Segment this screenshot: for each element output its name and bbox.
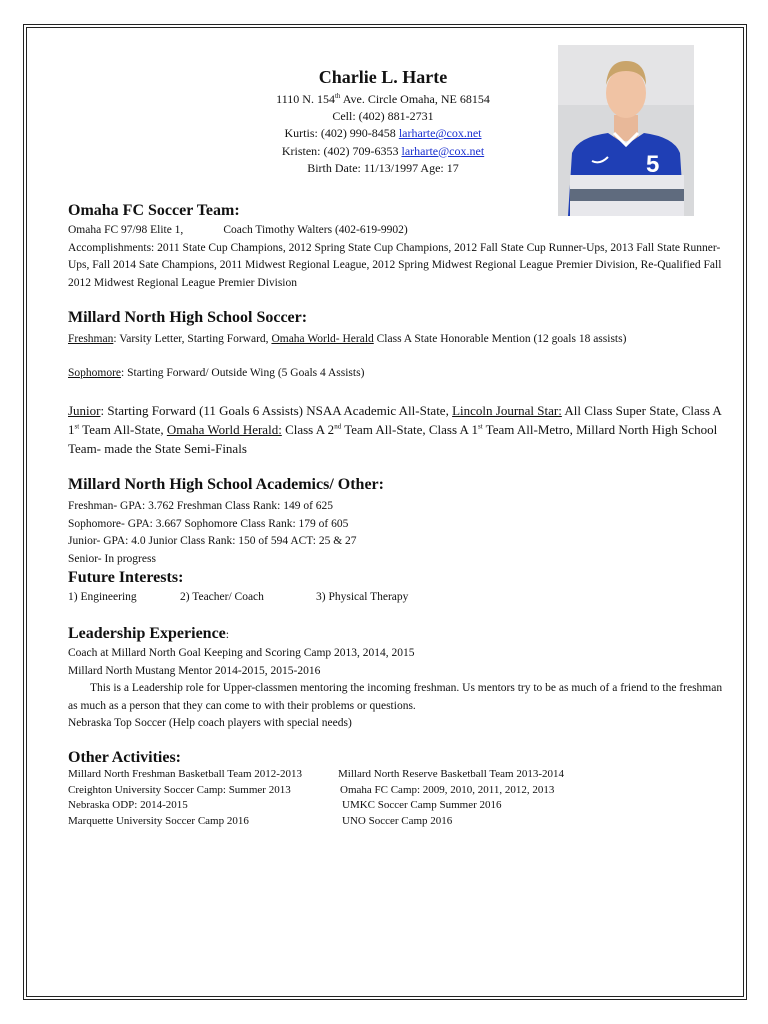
activity-item: Millard North Reserve Basketball Team 2013-2014 <box>338 768 565 780</box>
academics-list <box>68 498 728 568</box>
academics-line: Junior- GPA: 4.0 Junior Class Rank: 150 of 594 ACT: 25 & 27 <box>68 535 357 548</box>
activity-item: Millard North Freshman Basketball Team 2012-2013 <box>68 768 302 780</box>
profile-photo <box>558 45 694 216</box>
academics-line: Senior- In progress <box>68 552 156 565</box>
activities-left-column <box>68 767 338 829</box>
activities-right-column <box>338 767 638 829</box>
contact-header <box>200 66 566 177</box>
address: 1110 N. 154th Ave. Circle Omaha, NE 68154 <box>276 92 490 106</box>
hs-soccer-heading: Millard North High School Soccer: <box>68 309 308 326</box>
leadership-section <box>68 645 728 733</box>
future-item: 3) Physical Therapy <box>316 591 409 603</box>
birth-date: Birth Date: 11/13/1997 Age: 17 <box>307 160 459 175</box>
future-item: 2) Teacher/ Coach <box>180 591 264 603</box>
leadership-line: Coach at Millard North Goal Keeping and Scoring Camp 2013, 2014, 2015 <box>68 647 415 659</box>
other-activities-heading: Other Activities: <box>68 749 182 766</box>
kurtis-email-link[interactable]: larharte@cox.net <box>398 126 482 141</box>
accomplishments: Accomplishments: 2011 State Cup Champions, 2012 Spring State Cup Champions, 2012 Fall State Cup Runner-Ups, 2013 Fall State Runner-Ups, Fall 2014 Sate Champions, 2011 Midwest Regional League, 2012 Spring Midwest Regional League Premier Division, Re-Qualified Fall 2012 Midwest Regional League Premier Division <box>68 241 722 289</box>
future-item: 1) Engineering <box>68 591 137 603</box>
activity-item: UMKC Soccer Camp Summer 2016 <box>342 799 502 811</box>
activity-item: Marquette University Soccer Camp 2016 <box>68 814 249 827</box>
academics-line: Sophomore- GPA: 3.667 Sophomore Class Rank: 179 of 605 <box>68 517 349 530</box>
activity-item: UNO Soccer Camp 2016 <box>342 814 453 827</box>
activity-item: Nebraska ODP: 2014-2015 <box>68 799 188 811</box>
activity-item: Omaha FC Camp: 2009, 2010, 2011, 2012, 2013 <box>340 783 555 796</box>
future-interests-heading: Future Interests: <box>68 569 184 586</box>
academics-line: Freshman- GPA: 3.762 Freshman Class Rank: 149 of 625 <box>68 500 334 512</box>
junior-soccer: Junior: Starting Forward (11 Goals 6 Assists) NSAA Academic All-State, Lincoln Journal Star: All Class Super State, Class A 1st Team All-State, Omaha World Herald: Class A 2nd Team All-State, Class A 1st Team All-Metro, Millard North High School Team- made the State Semi-Finals <box>68 403 722 456</box>
kristen-email-link[interactable]: larharte@cox.net <box>401 143 485 158</box>
leadership-heading: Leadership Experience: <box>68 625 230 642</box>
sophomore-soccer: Sophomore: Starting Forward/ Outside Wing (5 Goals 4 Assists) <box>68 367 365 379</box>
leadership-description: This is a Leadership role for Upper-classmen mentoring the incoming freshman. Us mentors try to be as much of a friend to the freshman as much as a person that they can come to with their problems or questions. <box>68 682 723 712</box>
candidate-name: Charlie L. Harte <box>318 67 448 87</box>
activity-item: Creighton University Soccer Camp: Summer 2013 <box>68 783 291 796</box>
cell-phone: Cell: (402) 881-2731 <box>332 109 434 124</box>
omaha-fc-section <box>68 222 728 292</box>
kurtis-contact: Kurtis: (402) 990-8458 larharte@cox.net <box>284 126 482 141</box>
leadership-line: Nebraska Top Soccer (Help coach players with special needs) <box>68 717 352 730</box>
omaha-fc-heading: Omaha FC Soccer Team: <box>68 202 240 219</box>
leadership-line: Millard North Mustang Mentor 2014-2015, 2015-2016 <box>68 664 321 677</box>
team-name: Omaha FC 97/98 Elite 1, <box>68 224 184 236</box>
coach-info: Coach Timothy Walters (402-619-9902) <box>223 224 408 236</box>
freshman-soccer: Freshman: Varsity Letter, Starting Forward, Omaha World- Herald Class A State Honorable Mention (12 goals 18 assists) <box>68 333 627 345</box>
academics-heading: Millard North High School Academics/ Other: <box>68 476 384 493</box>
jersey-number: 5 <box>646 151 660 178</box>
kristen-contact: Kristen: (402) 709-6353 larharte@cox.net <box>281 143 485 158</box>
